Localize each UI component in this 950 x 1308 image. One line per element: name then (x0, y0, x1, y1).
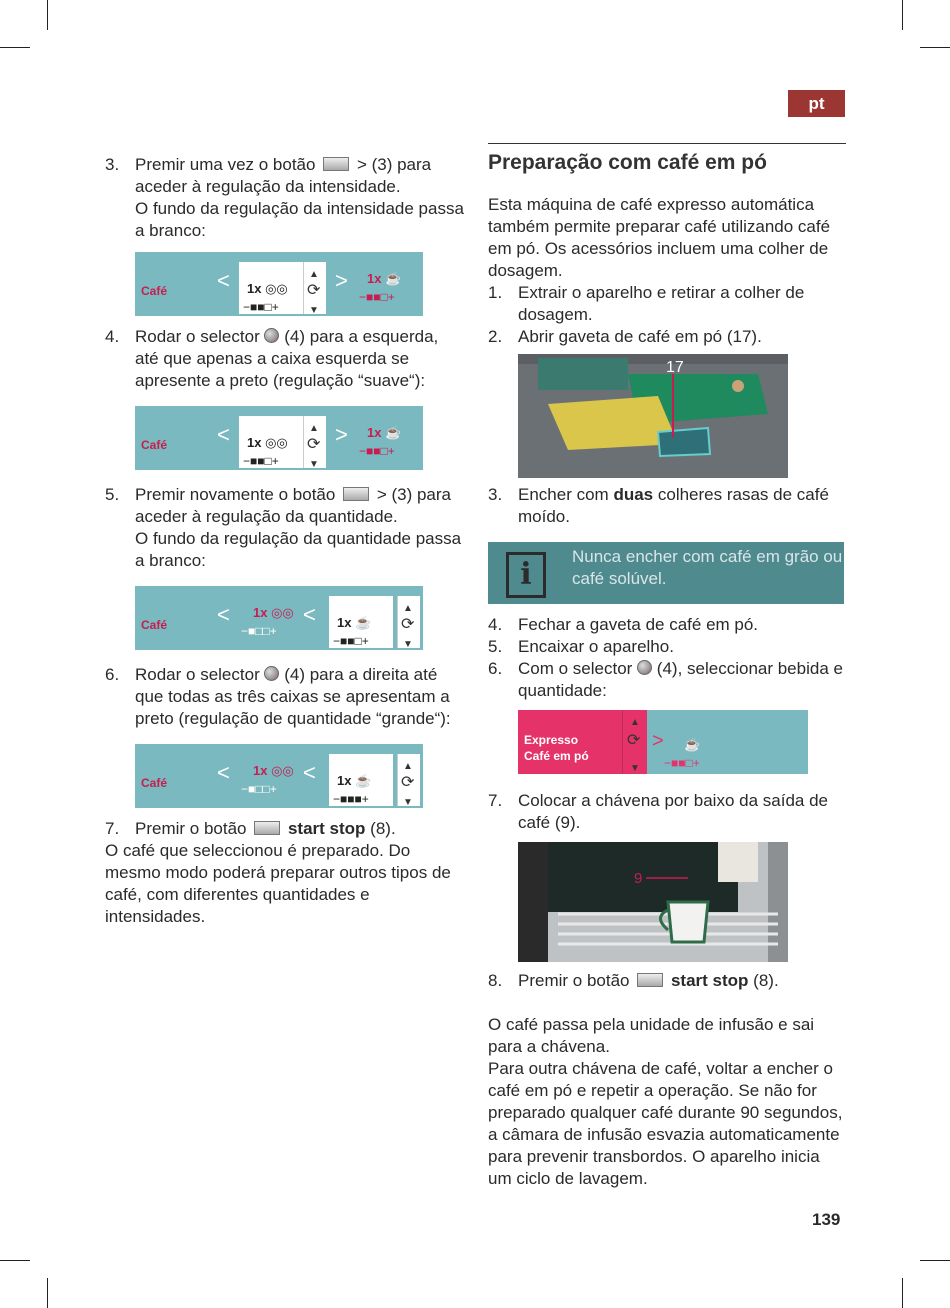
step-number: 4. (105, 327, 120, 346)
quantity-value: 1x ☕ (367, 271, 402, 286)
display-label: Café (141, 438, 168, 452)
paragraph: Esta máquina de café expresso automática também permite preparar café utilizando café em pó. Os acessórios incluem uma colher de dosagem. (488, 195, 831, 280)
selector-knob-icon (264, 666, 279, 681)
drink-selection (518, 710, 622, 774)
section-heading: Preparação com café em pó (488, 143, 846, 174)
photo-cup-placement (518, 842, 788, 962)
step-text: Encaixar o aparelho. (518, 637, 674, 656)
strength-value: 1x ◎◎ (247, 435, 288, 450)
step-text: (8). (370, 819, 396, 838)
language-tab: pt (788, 90, 845, 117)
step-text: Rodar o selector (135, 665, 260, 684)
bean-icon: ◎◎ (265, 281, 288, 296)
step-3 (488, 484, 846, 528)
cup-placement-illustration (518, 842, 788, 962)
crop-mark (0, 47, 30, 48)
scroll-control (303, 416, 326, 468)
chevron-left-icon: < (303, 602, 316, 627)
step-number: 7. (105, 819, 120, 838)
display-label: Café (141, 284, 168, 298)
quantity-box (329, 596, 393, 648)
step-7 (105, 818, 465, 840)
rotate-icon: ⟳ (627, 732, 641, 749)
arrow-up-icon: ▲ (309, 423, 319, 434)
scroll-control (397, 596, 420, 648)
chevron-right-icon: > (335, 268, 348, 293)
crop-mark (902, 0, 903, 30)
step-note: O fundo da regulação da intensidade passa a branco: (135, 199, 464, 240)
cup-icon: ☕ (684, 737, 701, 752)
step-4 (488, 614, 846, 636)
step-text: (8). (753, 971, 779, 990)
step-text: Premir o botão (518, 971, 630, 990)
bean-icon: ◎◎ (271, 605, 294, 620)
step-number: 7. (488, 791, 503, 810)
right-column (488, 143, 846, 1190)
arrow-down-icon: ▼ (309, 459, 319, 470)
step-text: > (3) para aceder à regulação da intensidade. (135, 155, 432, 196)
step-bold-text: start stop (670, 971, 749, 990)
callout-9: 9 (634, 870, 643, 887)
button-icon (637, 973, 663, 987)
chevron-left-icon: < (217, 602, 230, 627)
strength-scale: −■□□+ (241, 782, 277, 796)
step-2 (488, 326, 846, 348)
info-box (488, 542, 844, 604)
paragraph: O café passa pela unidade de infusão e sai para a chávena. (488, 1015, 815, 1056)
chevron-left-icon: < (217, 422, 230, 447)
quantity-scale: −■■■+ (333, 792, 369, 806)
drink-display (518, 710, 808, 774)
chevron-left-icon: < (303, 760, 316, 785)
step-number: 1. (488, 283, 503, 302)
rotate-icon: ⟳ (307, 282, 321, 299)
display-panel-3 (135, 586, 423, 650)
step-number: 5. (105, 485, 120, 504)
arrow-down-icon: ▼ (630, 763, 640, 774)
step-3 (105, 154, 465, 242)
step-bold-text: start stop (287, 819, 366, 838)
bean-icon: ◎◎ (265, 435, 288, 450)
crop-mark (47, 0, 48, 30)
step-number: 5. (488, 637, 503, 656)
step-4 (105, 326, 465, 392)
chevron-left-icon: < (217, 268, 230, 293)
strength-value: 1x ◎◎ (247, 281, 288, 296)
step-6 (488, 658, 846, 702)
step-text: colheres rasas de café moído. (518, 485, 829, 526)
arrow-down-icon: ▼ (309, 305, 319, 316)
rotate-icon: ⟳ (401, 774, 415, 791)
step-text: Abrir gaveta de café em pó (17). (518, 327, 762, 346)
step-text: Premir novamente o botão (135, 485, 336, 504)
step-text: Rodar o selector (135, 327, 260, 346)
info-text: Nunca encher com café em grão ou café solúvel. (572, 547, 843, 588)
cup-icon: ☕ (385, 425, 402, 440)
paragraph: O café que seleccionou é preparado. Do mesmo modo poderá preparar outros tipos de café, com diferentes quantidades e intensidades. (105, 841, 451, 926)
step-text: Com o selector (518, 659, 633, 678)
photo-powder-drawer (518, 354, 788, 478)
step-7 (488, 790, 846, 834)
step-1 (488, 282, 846, 326)
chevron-left-icon: < (217, 760, 230, 785)
cup-icon: ☕ (355, 773, 372, 788)
step-text: Extrair o aparelho e retirar a colher de dosagem. (518, 283, 805, 324)
scroll-control (622, 710, 647, 774)
scroll-control (397, 754, 420, 806)
callout-17: 17 (666, 359, 684, 376)
step-text: Premir uma vez o botão (135, 155, 316, 174)
drink-name: Expresso Café em pó (524, 733, 589, 763)
quantity-scale: −■■□+ (333, 634, 369, 648)
step-bold-text: duas (613, 485, 654, 504)
crop-mark (0, 1260, 30, 1261)
cup-icon: ☕ (355, 615, 372, 630)
arrow-down-icon: ▼ (403, 639, 413, 650)
selector-knob-icon (264, 328, 279, 343)
step-number: 6. (488, 659, 503, 678)
quantity-scale: −■■□+ (359, 290, 395, 304)
rotate-icon: ⟳ (307, 436, 321, 453)
step-number: 2. (488, 327, 503, 346)
crop-mark (902, 1278, 903, 1308)
step-number: 4. (488, 615, 503, 634)
page-number: 139 (812, 1210, 841, 1229)
button-icon (254, 821, 280, 835)
arrow-up-icon: ▲ (403, 603, 413, 614)
paragraph: Para outra chávena de café, voltar a encher o café em pó e repetir a operação. Se não for preparado qualquer café durante 90 segundos, a câmara de infusão esvazia automaticamente para prevenir transbordos. O aparelho inicia um ciclo de lavagem. (488, 1059, 843, 1188)
arrow-up-icon: ▲ (630, 717, 640, 728)
display-panel-1 (135, 252, 423, 316)
step-text: (4), seleccionar bebida e quantidade: (518, 659, 843, 700)
display-panel-2 (135, 406, 423, 470)
step-text: (4) para a esquerda, até que apenas a caixa esquerda se apresente a preto (regulação “suave“): (135, 327, 439, 390)
step-text: Encher com (518, 485, 609, 504)
step-5 (105, 484, 465, 572)
crop-mark (920, 47, 950, 48)
button-icon (343, 487, 369, 501)
display-panel-4 (135, 744, 423, 808)
powder-drawer-illustration (518, 354, 788, 478)
quantity-scale: −■■□+ (664, 756, 700, 770)
rotate-icon: ⟳ (401, 616, 415, 633)
strength-box (239, 262, 303, 314)
left-column (105, 154, 465, 928)
step-text: > (3) para aceder à regulação da quantidade. (135, 485, 451, 526)
cup-icon: ☕ (385, 271, 402, 286)
step-number: 3. (488, 485, 503, 504)
quantity-value: 1x ☕ (337, 773, 372, 788)
button-icon (323, 157, 349, 171)
step-note: O fundo da regulação da quantidade passa a branco: (135, 529, 462, 570)
strength-value: 1x ◎◎ (253, 605, 294, 620)
step-text: Colocar a chávena por baixo da saída de café (9). (518, 791, 828, 832)
quantity-value: 1x ☕ (337, 615, 372, 630)
step-text: Fechar a gaveta de café em pó. (518, 615, 759, 634)
step-number: 6. (105, 665, 120, 684)
strength-value: 1x ◎◎ (253, 763, 294, 778)
step-text: (4) para a direita até que todas as três caixas se apresentam a preto (regulação de quantidade “grande“): (135, 665, 451, 728)
step-5 (488, 636, 846, 658)
step-number: 3. (105, 155, 120, 174)
strength-scale: −■■□+ (243, 300, 279, 314)
quantity-box (329, 754, 393, 806)
bean-icon: ◎◎ (271, 763, 294, 778)
strength-scale: −■■□+ (243, 454, 279, 468)
chevron-right-icon: > (335, 422, 348, 447)
crop-mark (920, 1260, 950, 1261)
display-label: Café (141, 776, 168, 790)
arrow-down-icon: ▼ (403, 797, 413, 808)
chevron-right-icon: > (652, 730, 664, 752)
arrow-up-icon: ▲ (309, 269, 319, 280)
display-label: Café (141, 618, 168, 632)
strength-box (239, 416, 303, 468)
info-icon: i (506, 552, 546, 598)
step-text: Premir o botão (135, 819, 247, 838)
crop-mark (47, 1278, 48, 1308)
step-6 (105, 664, 465, 730)
scroll-control (303, 262, 326, 314)
step-8 (488, 970, 846, 992)
quantity-scale: −■■□+ (359, 444, 395, 458)
selector-knob-icon (637, 660, 652, 675)
arrow-up-icon: ▲ (403, 761, 413, 772)
step-number: 8. (488, 971, 503, 990)
quantity-value: 1x ☕ (367, 425, 402, 440)
strength-scale: −■□□+ (241, 624, 277, 638)
